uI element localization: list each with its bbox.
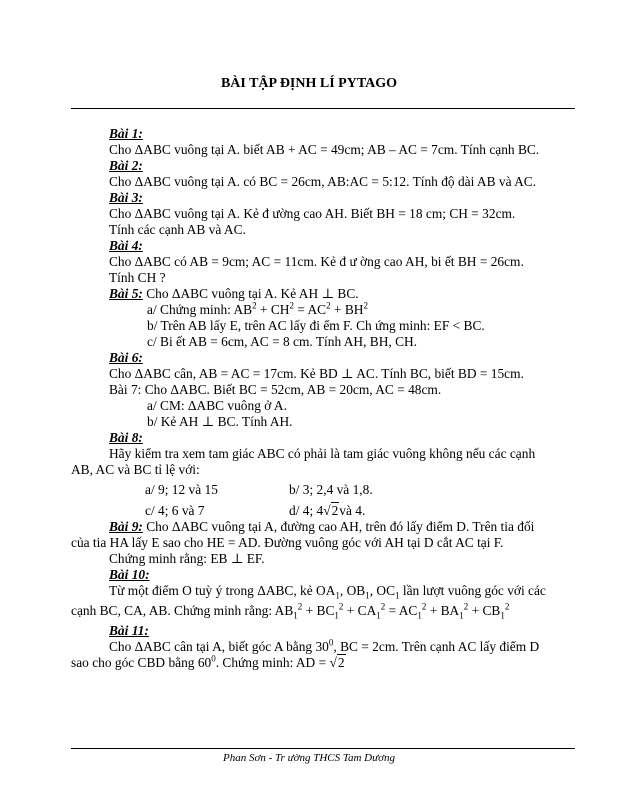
exercise-8-heading: Bài 8:: [109, 430, 143, 445]
exercise-11-text-2: sao cho góc CBD bằng $60^0$. Chứng minh: AD = √2: [71, 653, 345, 670]
exercise-7-part-b: b/ Kẻ AH ⊥ BC. Tính AH.: [147, 414, 293, 429]
exercise-5-text: Cho ΔABC vuông tại A. Kẻ AH ⊥ BC.: [142, 286, 359, 301]
exercise-7-text: Bài 7: Cho ΔABC. Biết BC = 52cm, AB = 20cm, AC = 48cm.: [109, 382, 442, 397]
exercise-4-text: Cho ΔABC có AB = 9cm; AC = 11cm. Kẻ đ ư ờng cao AH, bi ết BH = 26cm.: [109, 254, 524, 269]
exercise-10-heading: Bài 10:: [109, 567, 150, 582]
exercise-10-text: Từ một điểm O tuỳ ý trong ΔABC, kẻ $OA_1$, $OB_1$, $OC_1$ lần lượt vuông góc với các: [109, 583, 546, 601]
exercise-8-options-row-2: [109, 502, 579, 519]
exercise-2-text: Cho ΔABC vuông tại A. có BC = 26cm, AB:AC = 5:12. Tính độ dài AB và AC.: [109, 174, 537, 189]
exercise-10-text-2: cạnh BC, CA, AB. Chứng minh rằng: $AB_1^2 + BC_1^2 + CA_1^2 = AC_1^2 + BA_1^2 + CB_1^2$: [71, 601, 510, 621]
exercise-8-text-2: AB, AC và BC tỉ lệ với:: [71, 462, 200, 477]
page-title: BÀI TẬP ĐỊNH LÍ PYTAGO: [220, 76, 398, 91]
exercise-8-text: Hãy kiểm tra xem tam giác ABC có phải là tam giác vuông không nếu các cạnh: [109, 446, 536, 461]
exercise-9-heading: Bài 9:: [109, 519, 143, 534]
exercise-8-option-a: a/ 9; 12 và 15: [145, 482, 218, 497]
exercise-8-options-row-1: [109, 482, 579, 498]
page-footer: Phan Sơn - Tr ường THCS Tam Dương: [223, 752, 395, 764]
exercise-4-heading: Bài 4:: [109, 238, 143, 253]
exercise-11-heading: Bài 11:: [109, 623, 149, 638]
exercise-6-text: Cho ΔABC cân, AB = AC = 17cm. Kẻ BD ⊥ AC. Tính BC, biết BD = 15cm.: [109, 366, 524, 381]
exercise-7-part-a: a/ CM: ΔABC vuông ở A.: [147, 398, 287, 413]
exercise-5-line: [109, 286, 579, 302]
exercise-5-part-c: c/ Bi ết AB = 6cm, AC = 8 cm. Tính AH, BH, CH.: [147, 334, 418, 349]
exercise-5-part-a: a/ Chứng minh: $AB^2 + CH^2 = AC^2 + BH^2$: [147, 300, 368, 317]
exercise-9-line: [109, 519, 579, 535]
exercise-3-text-2: Tính các cạnh AB và AC.: [109, 222, 246, 237]
exercise-8-option-b: b/ 3; 2,4 và 1,8.: [289, 482, 373, 497]
exercise-9-text: Cho ΔABC vuông tại A, đường cao AH, trên đó lấy điểm D. Trên tia đối: [142, 519, 535, 534]
exercise-list: [71, 126, 579, 671]
exercise-4-text-2: Tính CH ?: [109, 270, 166, 285]
exercise-9-text-2: của tia HA lấy E sao cho HE = AD. Đường vuông góc với AH tại D cắt AC tại F.: [71, 535, 504, 550]
exercise-1-heading: Bài 1:: [109, 126, 143, 141]
exercise-2-heading: Bài 2:: [109, 158, 143, 173]
exercise-9-text-3: Chứng minh rằng: EB ⊥ EF.: [109, 551, 265, 566]
footer-rule: [71, 748, 575, 749]
exercise-3-heading: Bài 3:: [109, 190, 143, 205]
header-rule: [71, 108, 575, 109]
exercise-8-option-d: d/ 4; 4√2và 4.: [289, 503, 366, 518]
exercise-3-text: Cho ΔABC vuông tại A. Kẻ đ ường cao AH. Biết BH = 18 cm; CH = 32cm.: [109, 206, 516, 221]
exercise-8-option-c: c/ 4; 6 và 7: [145, 503, 205, 518]
exercise-5-part-b: b/ Trên AB lấy E, trên AC lấy đi ểm F. Ch ứng minh: EF < BC.: [147, 318, 485, 333]
exercise-5-heading: Bài 5:: [109, 286, 143, 301]
exercise-11-text: Cho ΔABC cân tại A, biết góc A bằng $30^0$, BC = 2cm. Trên cạnh AC lấy điểm D: [109, 637, 540, 654]
exercise-1-text: Cho ΔABC vuông tại A. biết AB + AC = 49cm; AB – AC = 7cm. Tính cạnh BC.: [109, 142, 540, 157]
exercise-6-heading: Bài 6:: [109, 350, 143, 365]
